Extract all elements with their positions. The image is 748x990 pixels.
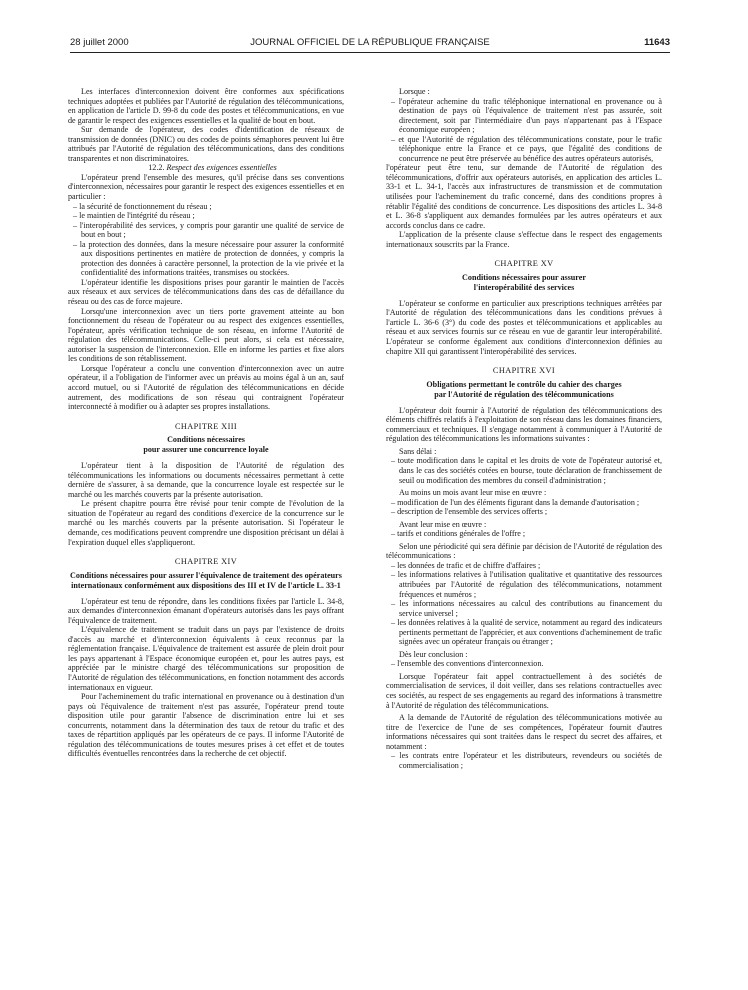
info-list	[386, 456, 662, 485]
paragraph: Sans délai :	[399, 446, 437, 456]
header-journal-title: JOURNAL OFFICIEL DE LA RÉPUBLIQUE FRANÇAISE	[250, 37, 490, 48]
list-item: – le maintien de l'intégrité du réseau ;	[68, 211, 344, 221]
list-item: – la protection des données, dans la mesure nécessaire pour assurer la conformité aux dispositions pertinentes en matière de protection de données, y compris la protection des données à caractère personnel, la protection de la vie privée et la confidentialité des informations traitées, transmises ou stockées.	[68, 240, 344, 278]
paragraph: Lorsque l'opérateur fait appel contractuellement à des sociétés de commercialisation de services, il doit veiller, dans ses relations contractuelles avec ces sociétés, au respect de ses engagements au regard des informations à transmettre à l'Autorité de régulation des télécommunications.	[386, 671, 662, 710]
paragraph: L'équivalence de traitement se traduit dans un pays par l'existence de droits d'accès au marché et d'interconnexion équivalents à ceux reconnus par la réglementation française. L'équivalence de traitement est assurée de plein droit pour les pays appartenant à l'Espace économique européen et, pour les autres pays, est appréciée par le ministre chargé des télécommunications sur proposition de l'Autorité de régulation des télécommunications, en fonction notamment des accords internationaux en vigueur.	[68, 625, 344, 692]
list-item: – la sécurité de fonctionnement du réseau ;	[68, 202, 344, 212]
info-list	[386, 751, 662, 770]
list-item: – tarifs et conditions générales de l'offre ;	[386, 529, 662, 539]
paragraph: L'opérateur se conforme en particulier aux prescriptions techniques arrêtées par l'Autorité de régulation des télécommunications dans les conditions prévues à l'article L. 36-6 (3°) du code des postes et télécommunications et applicables au réseau et aux services fournis sur ce réseau en vue de garantir leur interopérabilité. L'opérateur se conforme également aux conditions d'interconnexion définies au chapitre XII qui garantissent l'interopérabilité des services.	[386, 298, 662, 356]
info-list	[386, 498, 662, 517]
page-header	[70, 37, 670, 53]
paragraph: A la demande de l'Autorité de régulation des télécommunications motivée au titre de l'exercice de l'une de ses compétences, l'opérateur fournit d'autres informations nécessaires qui sont traitées dans le respect du secret des affaires, et notamment :	[386, 713, 662, 751]
info-list	[386, 529, 662, 539]
chapter-title	[386, 380, 662, 400]
header-date: 28 juillet 2000	[70, 37, 129, 48]
paragraph: L'opérateur tient à la disposition de l'Autorité de régulation des télécommunications les informations ou documents nécessaires permettant à cette dernière de s'assurer, à sa demande, que la concurrence loyale est respectée sur le marché ou les marchés couverts par la présente autorisation.	[68, 461, 344, 499]
chapter-title: Conditions nécessaires pour assurer l'équivalence de traitement des opérateurs internationaux conformément aux dispositions des III et IV de l'article L. 33-1	[70, 570, 342, 590]
paragraph: L'opérateur prend l'ensemble des mesures, qu'il précise dans ses conventions d'interconnexion, nécessaires pour garantir le respect des exigences essentielles et en particulier :	[68, 172, 344, 202]
requirements-list	[68, 202, 344, 278]
header-rule	[70, 52, 670, 53]
chapter-label: CHAPITRE XIV	[174, 557, 238, 567]
section-number: 12.2.	[148, 163, 165, 173]
list-item: – les contrats entre l'opérateur et les distributeurs, revendeurs ou sociétés de commercialisation ;	[386, 751, 662, 770]
paragraph: Au moins un mois avant leur mise en œuvre :	[399, 488, 547, 498]
list-item: – toute modification dans le capital et les droits de vote de l'opérateur autorisé et, dans le cas des sociétés cotées en bourse, toute déclaration de franchissement de seuil ou modification des membres du conseil d'administration ;	[386, 456, 662, 485]
conditions-list	[386, 97, 662, 164]
list-item: – les informations relatives à l'utilisation qualitative et quantitative des ressources attribuées par l'Autorité de régulation des télécommunications, notamment fréquences et numéros ;	[386, 570, 662, 599]
chapter-label: CHAPITRE XIII	[174, 421, 238, 431]
section-heading-12-2	[68, 163, 344, 173]
chapter-title-line: pour assurer une concurrence loyale	[143, 445, 269, 455]
list-item: – les informations nécessaires au calcul des contributions au financement du service universel ;	[386, 599, 662, 618]
info-list	[386, 561, 662, 647]
paragraph: L'opérateur doit fournir à l'Autorité de régulation des télécommunications des éléments chiffrés relatifs à l'exploitation de son réseau dans les domaines financiers, commerciaux et techniques. Il s'engage notamment à communiquer à l'Autorité de régulation des télécommunications les informations suivantes :	[386, 405, 662, 444]
chapter-label: CHAPITRE XV	[494, 259, 554, 269]
list-item: – les données de trafic et de chiffre d'affaires ;	[386, 561, 662, 571]
header-page-number: 11643	[644, 37, 670, 48]
paragraph: L'application de la présente clause s'effectue dans le respect des engagements internationaux souscrits par la France.	[386, 230, 662, 249]
paragraph: Dès leur conclusion :	[399, 649, 468, 659]
chapter-title-line: par l'Autorité de régulation des télécommunications	[434, 389, 614, 399]
paragraph: Le présent chapitre pourra être révisé pour tenir compte de l'évolution de la situation de l'opérateur au regard des conditions d'exercice de la concurrence sur le marché ou les marchés couverts par la présente autorisation. Si l'opérateur le demande, ces modifications peuvent comprendre une disposition précisant un délai à l'expiration duquel elles s'appliqueront.	[68, 499, 344, 547]
chapter-title	[386, 273, 662, 293]
paragraph: Sur demande de l'opérateur, des codes d'identification de réseaux de transmission de données (DNIC) ou des codes de points sémaphores peuvent lui être attribués par l'Autorité de régulation des télécommunications, dans des conditions transparentes et non discriminatoires.	[68, 125, 344, 163]
left-column	[68, 87, 344, 759]
list-item: – l'interopérabilité des services, y compris pour garantir une qualité de service de bout en bout ;	[68, 221, 344, 240]
paragraph: l'opérateur peut être tenu, sur demande de l'Autorité de régulation des télécommunications, d'offrir aux opérateurs autorisés, en application des articles L. 33-1 et L. 34-1, l'accès aux infrastructures de transmission et de commutation utilisées pour l'acheminement du trafic concerné, dans des conditions propres à rétablir l'égalité des conditions de concurrence. Les dispositions des articles L. 34-8 et L. 36-8 s'appliquent aux demandes formulées par les autres opérateurs et aux accords conclus dans ce cadre.	[386, 163, 662, 230]
list-item: – les données relatives à la qualité de service, notamment au regard des indicateurs pertinents permettant de l'apprécier, et aux conventions d'acheminement de trafic signées avec un opérateur français ou étranger ;	[386, 618, 662, 647]
right-column	[386, 87, 662, 770]
chapter-title-line: Conditions nécessaires	[167, 435, 245, 445]
list-item: – modification de l'un des éléments figurant dans la demande d'autorisation ;	[386, 498, 662, 508]
paragraph: Lorsque :	[399, 87, 430, 96]
paragraph: L'opérateur est tenu de répondre, dans les conditions fixées par l'article L. 34-8, aux demandes d'interconnexion émanant d'opérateurs autorisés dans les pays offrant l'équivalence de traitement.	[68, 596, 344, 625]
section-title: Respect des exigences essentielles	[166, 163, 277, 173]
list-item: – l'opérateur achemine du trafic téléphonique international en provenance ou à destination de pays où l'équivalence de traitement n'est pas assurée, soit directement, soit par l'intermédiaire d'un pays n'appartenant pas à l'Espace économique européen ;	[386, 97, 662, 135]
paragraph: Pour l'acheminement du trafic international en provenance ou à destination d'un pays où l'équivalence de traitement n'est pas assurée, l'opérateur prend toute disposition utile pour garantir l'absence de discrimination entre lui et ses concurrents, notamment dans la détermination des taux de retour du trafic et des taxes de répartition appliqués par les opérateurs de ce pays. Il informe l'Autorité de régulation des télécommunications de toutes mesures prises à cet effet et de toutes difficultés éventuelles rencontrées dans la recherche de cet objectif.	[68, 692, 344, 759]
chapter-title	[68, 435, 344, 455]
list-item: – description de l'ensemble des services offerts ;	[386, 507, 662, 517]
paragraph: Lorsqu'une interconnexion avec un tiers porte gravement atteinte au bon fonctionnement du réseau de l'opérateur ou au respect des exigences essentielles, l'opérateur, après vérification technique de son réseau, en informe l'Autorité de régulation des télécommunications. Celle-ci peut alors, si cela est nécessaire, autoriser la suspension de l'interconnexion. Elle en informe les parties et fixe alors les conditions de son rétablissement.	[68, 306, 344, 364]
chapter-title-line: Conditions nécessaires pour assurer	[462, 272, 586, 282]
paragraph: L'opérateur identifie les dispositions prises pour garantir le maintien de l'accès aux réseaux et aux services de télécommunications dans des cas de défaillance du réseau ou des cas de force majeure.	[68, 277, 344, 307]
chapter-label: CHAPITRE XVI	[492, 366, 556, 376]
list-item: – et que l'Autorité de régulation des télécommunications constate, pour le trafic téléphonique entre la France et ce pays, que l'égalité des conditions de concurrence ne peut être préservée au bénéfice des autres opérateurs autorisés,	[386, 135, 662, 164]
info-list	[386, 659, 662, 669]
paragraph: Selon une périodicité qui sera définie par décision de l'Autorité de régulation des télécommunications :	[386, 541, 662, 561]
chapter-title-line: Obligations permettant le contrôle du cahier des charges	[426, 379, 622, 389]
paragraph: Les interfaces d'interconnexion doivent être conformes aux spécifications techniques adoptées et publiées par l'Autorité de régulation des télécommunications, en application de l'article D. 99-8 du code des postes et télécommunications, en vue de garantir le respect des exigences essentielles et la qualité de bout en bout.	[68, 87, 344, 125]
paragraph: Lorsque l'opérateur a conclu une convention d'interconnexion avec un autre opérateur, il a l'obligation de l'informer avec un préavis au moins égal à un an, sauf accord mutuel, ou si l'Autorité de régulation des télécommunications en décide autrement, des modifications de son réseau qui contraignent l'opérateur interconnecté à modifier ou à adapter ses propres installations.	[68, 363, 344, 412]
paragraph: Avant leur mise en œuvre :	[399, 519, 487, 529]
list-item: – l'ensemble des conventions d'interconnexion.	[386, 659, 662, 669]
chapter-title-line: l'interopérabilité des services	[473, 282, 575, 292]
